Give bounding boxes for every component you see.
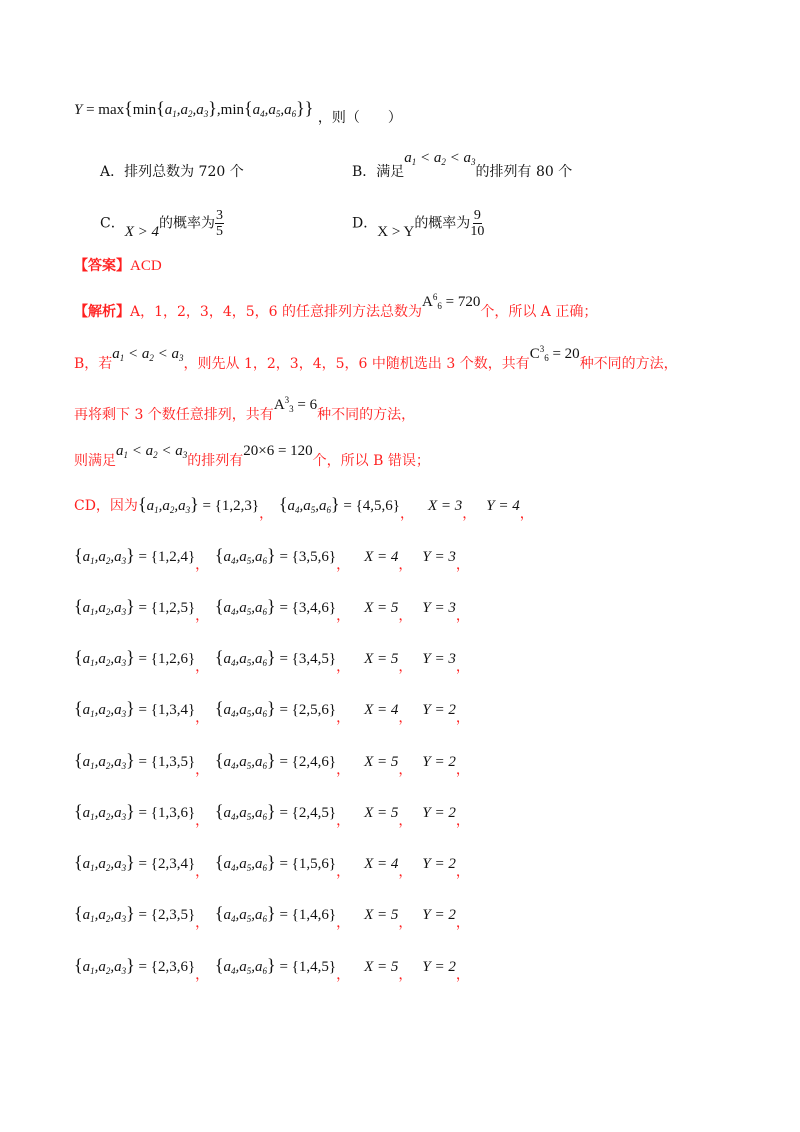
separator-comma: ， (455, 557, 470, 573)
fraction-3-5: $\frac{3}{5}$ (216, 208, 224, 239)
set-a456-value: {1,4,5} (291, 959, 337, 975)
y-value: Y = 3 (422, 600, 456, 616)
y-max-expression: $Y = \max\{\min\{a_1,a_2,a_3\},\min\{a_4,a_5,a_6\}\}$ (74, 98, 314, 119)
set-a456-value: {4,5,6} (355, 498, 400, 514)
set-a456-value: {2,5,6} (291, 702, 337, 718)
separator-comma: ， (400, 506, 414, 522)
fraction-9-10: $\frac{9}{10}$ (470, 208, 485, 239)
case-row (74, 903, 472, 929)
set-a123: $\{a_1,a_2,a_3\}$ = (74, 698, 147, 719)
set-a123: $\{a_1,a_2,a_3\}$ = (74, 750, 147, 771)
separator-comma: ， (195, 813, 210, 829)
x-value: X = 3 (428, 498, 463, 514)
option-d: D．X > Y的概率为 $\frac{9}{10}$ (352, 208, 485, 240)
set-a456: $\{a_4,a_5,a_6\}$ = (214, 545, 288, 566)
case-row (74, 801, 472, 827)
question-stem (74, 98, 402, 124)
set-a123: $\{a_1,a_2,a_3\}$ = (74, 852, 147, 873)
set-a456: $\{a_4,a_5,a_6\}$ = (214, 852, 288, 873)
separator-comma: ， (195, 710, 210, 726)
set-a123-value: {2,3,5} (150, 907, 196, 923)
set-a456-value: {2,4,5} (291, 805, 337, 821)
set-a456: $\{a_4,a_5,a_6\}$ = (214, 596, 288, 617)
separator-comma: ， (195, 967, 210, 983)
set-a123-value: {1,3,6} (150, 805, 196, 821)
perm-a66: $A^6_6 = 720$ (422, 292, 481, 311)
separator-comma: ， (336, 864, 351, 880)
x-value: X = 5 (364, 651, 399, 667)
separator-comma: ， (398, 915, 413, 931)
set-a456-value: {1,4,6} (291, 907, 337, 923)
case-row (74, 750, 472, 776)
separator-comma: ， (336, 710, 351, 726)
y-value: Y = 2 (422, 856, 456, 872)
set-a456-value: {1,5,6} (291, 856, 337, 872)
x-gt-y: X > Y (377, 223, 415, 240)
set-a123-value: {2,3,6} (150, 959, 196, 975)
y-value: Y = 3 (422, 549, 456, 565)
analysis-line-1: 【解析】A，1，2，3，4，5，6 的任意排列方法总数为$A^6_6 = 720$个，所以 A 正确； (74, 292, 598, 320)
separator-comma: ， (259, 506, 274, 522)
set-a123: $\{a_1,a_2,a_3\}$ = (74, 903, 147, 924)
separator-comma: ， (455, 967, 470, 983)
set-a456: $\{a_4,a_5,a_6\}$ = (214, 903, 288, 924)
cd-prefix: CD，因为 (74, 498, 138, 514)
separator-comma: ， (336, 762, 351, 778)
separator-comma: ， (336, 915, 351, 931)
separator-comma: ， (336, 659, 351, 675)
separator-comma: ， (455, 710, 470, 726)
set-a123: $\{a_1,a_2,a_3\}$ = (74, 596, 147, 617)
order-condition-2: $a_1 < a_2 < a_3$ (112, 346, 184, 363)
option-b: B．满足$a_1 < a_2 < a_3$的排列有 80 个 (352, 150, 573, 180)
separator-comma: ， (455, 813, 470, 829)
case-row (74, 494, 536, 520)
x-value: X = 4 (364, 549, 399, 565)
y-value: Y = 3 (422, 651, 456, 667)
x-gt-4: X > 4 (124, 223, 160, 240)
y-value: Y = 2 (422, 754, 456, 770)
separator-comma: ， (195, 608, 210, 624)
set-a123-value: {1,2,6} (150, 651, 196, 667)
option-c: C．X > 4的概率为 $\frac{3}{5}$ (100, 208, 224, 240)
y-value: Y = 2 (422, 959, 456, 975)
product-120: 20×6 = 120 (243, 443, 313, 459)
y-value: Y = 4 (486, 498, 520, 514)
separator-comma: ， (398, 557, 413, 573)
case-row (74, 698, 472, 724)
separator-comma: ， (455, 659, 470, 675)
separator-comma: ， (398, 864, 413, 880)
y-value: Y = 2 (422, 702, 456, 718)
set-a123-value: {1,2,3} (214, 498, 260, 514)
separator-comma: ， (398, 813, 413, 829)
separator-comma: ， (462, 506, 477, 522)
x-value: X = 5 (364, 754, 399, 770)
perm-a33: $A^3_3 = 6$ (273, 395, 318, 414)
answer-line (74, 256, 162, 276)
set-a123: $\{a_1,a_2,a_3\}$ = (137, 494, 211, 515)
separator-comma: ， (398, 710, 413, 726)
analysis-line-3: 再将剩下 3 个数任意排列，共有$A^3_3 = 6$种不同的方法， (74, 395, 416, 423)
separator-comma: ， (398, 967, 413, 983)
y-value: Y = 2 (422, 805, 456, 821)
order-condition-3: $a_1 < a_2 < a_3$ (116, 443, 188, 460)
x-value: X = 5 (364, 805, 399, 821)
comb-c63: $C^3_6 = 20$ (529, 344, 580, 363)
set-a456: $\{a_4,a_5,a_6\}$ = (214, 955, 288, 976)
set-a456-value: {3,5,6} (291, 549, 337, 565)
stem-tail: ，则（ ） (317, 110, 402, 126)
answer-label: 【答案】 (74, 258, 130, 274)
set-a456: $\{a_4,a_5,a_6\}$ = (278, 494, 352, 515)
separator-comma: ， (455, 864, 470, 880)
case-row (74, 955, 472, 981)
set-a456-value: {3,4,5} (291, 651, 337, 667)
set-a123: $\{a_1,a_2,a_3\}$ = (74, 801, 147, 822)
set-a456-value: {2,4,6} (291, 754, 337, 770)
separator-comma: ， (195, 762, 210, 778)
separator-comma: ， (195, 659, 210, 675)
set-a123-value: {1,2,4} (150, 549, 196, 565)
option-a: A．排列总数为 720 个 (100, 164, 244, 180)
separator-comma: ， (398, 659, 413, 675)
separator-comma: ， (336, 813, 351, 829)
separator-comma: ， (398, 762, 413, 778)
set-a123: $\{a_1,a_2,a_3\}$ = (74, 955, 147, 976)
x-value: X = 4 (364, 856, 399, 872)
set-a123-value: {2,3,4} (150, 856, 196, 872)
case-row (74, 545, 472, 571)
case-row (74, 852, 472, 878)
set-a123-value: {1,3,4} (150, 702, 196, 718)
set-a456: $\{a_4,a_5,a_6\}$ = (214, 801, 288, 822)
separator-comma: ， (336, 608, 351, 624)
separator-comma: ， (455, 608, 470, 624)
separator-comma: ， (336, 967, 351, 983)
separator-comma: ， (195, 557, 210, 573)
x-value: X = 5 (364, 959, 399, 975)
y-value: Y = 2 (422, 907, 456, 923)
set-a123: $\{a_1,a_2,a_3\}$ = (74, 545, 147, 566)
separator-comma: ， (195, 864, 210, 880)
x-value: X = 4 (364, 702, 399, 718)
analysis-line-2: B，若$a_1 < a_2 < a_3$，则先从 1，2，3，4，5，6 中随机选出 3 个数，共有$C^3_6 = 20$种不同的方法， (74, 344, 678, 372)
analysis-label: 【解析】 (74, 304, 130, 320)
x-value: X = 5 (364, 907, 399, 923)
separator-comma: ， (455, 915, 470, 931)
set-a456: $\{a_4,a_5,a_6\}$ = (214, 698, 288, 719)
set-a456: $\{a_4,a_5,a_6\}$ = (214, 750, 288, 771)
case-row (74, 647, 472, 673)
separator-comma: ， (195, 915, 210, 931)
analysis-line-4: 则满足$a_1 < a_2 < a_3$的排列有20×6 = 120个，所以 B 错误； (74, 443, 430, 469)
separator-comma: ， (519, 506, 534, 522)
set-a123-value: {1,3,5} (150, 754, 196, 770)
case-row (74, 596, 472, 622)
separator-comma: ， (398, 608, 413, 624)
x-value: X = 5 (364, 600, 399, 616)
separator-comma: ， (455, 762, 470, 778)
set-a456-value: {3,4,6} (291, 600, 337, 616)
set-a456: $\{a_4,a_5,a_6\}$ = (214, 647, 288, 668)
set-a123: $\{a_1,a_2,a_3\}$ = (74, 647, 147, 668)
set-a123-value: {1,2,5} (150, 600, 196, 616)
order-condition: $a_1 < a_2 < a_3$ (404, 150, 476, 167)
separator-comma: ， (336, 557, 351, 573)
answer-value: ACD (130, 258, 162, 274)
